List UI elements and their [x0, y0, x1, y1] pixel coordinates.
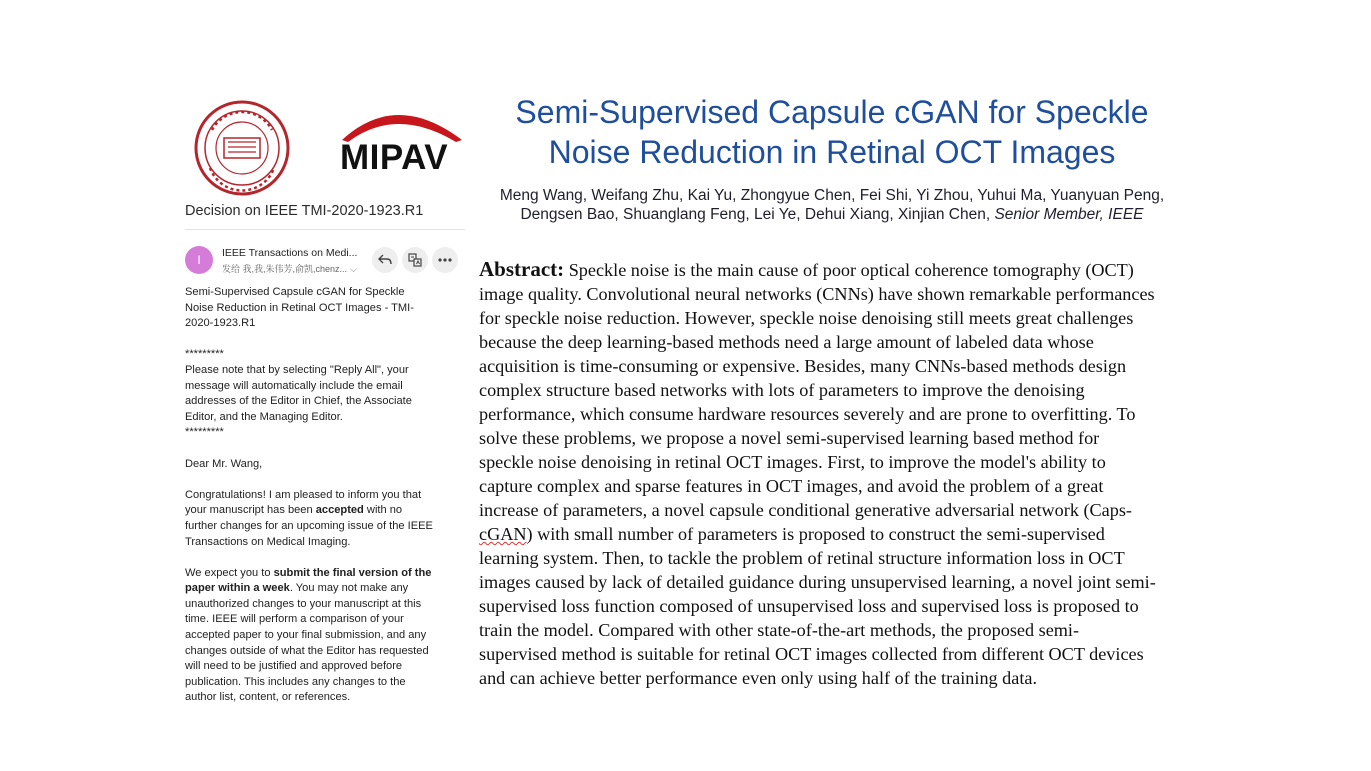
- deadline-emphasis: paper within a week: [185, 582, 290, 595]
- email-body: [185, 285, 465, 706]
- abstract-line: supervised method is suitable for retinal OCT images collected from different OCT devices: [479, 644, 1144, 664]
- greeting: Dear Mr. Wang,: [185, 457, 263, 470]
- recipients-line[interactable]: [222, 262, 357, 275]
- sender-avatar[interactable]: I: [185, 246, 213, 274]
- note-line: Editor, and the Managing Editor.: [185, 410, 343, 423]
- text-span: . You may not make any: [289, 582, 409, 595]
- expect-line: author list, content, or references.: [185, 691, 351, 704]
- email-subject-line: 2020-1923.R1: [185, 317, 256, 330]
- more-options-button[interactable]: [432, 247, 458, 273]
- divider: [185, 229, 465, 230]
- email-subject-header: Decision on IEEE TMI-2020-1923.R1: [185, 203, 424, 219]
- expect-line: accepted paper to your final submission, and any: [185, 629, 427, 642]
- congrats-line: [185, 503, 465, 519]
- email-subject-line: Semi-Supervised Capsule cGAN for Speckle: [185, 286, 405, 298]
- abstract-label: Abstract:: [479, 257, 565, 281]
- congrats-line: Congratulations! I am pleased to inform you that: [185, 488, 422, 501]
- abstract-line: image quality. Convolutional neural networks (CNNs) have shown remarkable performances: [479, 284, 1155, 304]
- abstract-line: speckle noise denoising in retinal OCT images. First, to improve the model's ability to: [479, 452, 1106, 472]
- abstract-line: because the deep learning-based methods need a large amount of labeled data whose: [479, 332, 1094, 352]
- title-line: Noise Reduction in Retinal OCT Images: [548, 134, 1116, 170]
- abstract-line: for speckle noise reduction. However, speckle noise denoising still meets great challenges: [479, 308, 1134, 328]
- abstract-line: and can achieve better performance even only using half of the training data.: [479, 668, 1038, 688]
- abstract-line: [479, 522, 1239, 546]
- expect-line: [185, 581, 465, 597]
- text-span: Speckle noise is the main cause of poor optical coherence tomography (OCT): [564, 260, 1134, 280]
- email-subject-line: Noise Reduction in Retinal OCT Images - TMI-: [185, 301, 414, 314]
- note-line: addresses of the Editor in Chief, the Associate: [185, 395, 412, 408]
- note-line: message will automatically include the email: [185, 379, 403, 392]
- reply-icon: [378, 254, 392, 266]
- text-span: your manuscript has been: [185, 504, 316, 517]
- text-span: with no: [363, 504, 403, 517]
- recipients-text: 发给 我,我,朱伟芳,俞凯,chenz...: [222, 264, 348, 274]
- title-line: Semi-Supervised Capsule cGAN for Speckle: [515, 94, 1149, 130]
- abstract-line: increase of parameters, a novel capsule conditional generative adversarial network (Caps-: [479, 500, 1132, 520]
- abstract-line: supervised loss function composed of unsupervised loss and supervised loss is proposed to: [479, 596, 1139, 616]
- congrats-line: further changes for an upcoming issue of the IEEE: [185, 519, 433, 532]
- authors-line: Meng Wang, Weifang Zhu, Kai Yu, Zhongyue Chen, Fei Shi, Yi Zhou, Yuhui Ma, Yuanyuan Peng,: [499, 187, 1165, 204]
- more-horizontal-icon: [438, 258, 452, 262]
- paper-title: [472, 92, 1192, 172]
- abstract: [479, 257, 1239, 690]
- spellcheck-word: cGAN: [479, 524, 527, 544]
- author-role: Senior Member, IEEE: [994, 206, 1144, 223]
- expect-line: changes outside of what the Editor has requested: [185, 644, 429, 657]
- abstract-line: [479, 257, 1239, 282]
- note-line: Please note that by selecting "Reply All", your: [185, 363, 409, 376]
- expect-line: unauthorized changes to your manuscript at this: [185, 597, 422, 610]
- reply-button[interactable]: [372, 247, 398, 273]
- congrats-line: Transactions on Medical Imaging.: [185, 535, 351, 548]
- abstract-line: acquisition is time-consuming or expensive. Besides, many CNNs-based methods design: [479, 356, 1127, 376]
- abstract-line: complex structure based networks with lots of parameters to improve the denoising: [479, 380, 1085, 400]
- expect-line: will need to be justified and approved before: [185, 660, 403, 673]
- abstract-line: capture complex and sparse features in OCT images, and avoid the problem of a great: [479, 476, 1104, 496]
- expect-line: time. IEEE will perform a comparison of your: [185, 613, 404, 626]
- mipav-logo: [336, 100, 466, 180]
- mipav-logo-text: MIPAV: [340, 138, 449, 177]
- expect-line: [185, 566, 465, 582]
- translate-icon: [408, 253, 422, 267]
- text-span: We expect you to: [185, 566, 274, 579]
- chevron-down-icon[interactable]: ⌵: [350, 264, 357, 274]
- authors-line: [472, 205, 1192, 224]
- expect-line: publication. This includes any changes to the: [185, 675, 406, 688]
- abstract-line: train the model. Compared with other state-of-the-art methods, the proposed semi-: [479, 620, 1080, 640]
- deadline-emphasis: submit the final version of the: [273, 566, 432, 579]
- author-list: [472, 186, 1192, 224]
- translate-button[interactable]: [402, 247, 428, 273]
- abstract-line: learning system. Then, to tackle the problem of retinal structure information loss in OCT: [479, 548, 1125, 568]
- abstract-line: performance, which consume hardware resources severely and are prone to overfitting. To: [479, 404, 1136, 424]
- university-seal-logo: [192, 100, 292, 196]
- separator-stars: *********: [185, 348, 224, 361]
- separator-stars: *********: [185, 426, 224, 439]
- accepted-emphasis: accepted: [315, 504, 364, 517]
- abstract-line: images caused by lack of detailed guidance during unsupervised learning, a novel joint semi-: [479, 572, 1156, 592]
- text-span: ) with small number of parameters is proposed to construct the semi-supervised: [526, 524, 1105, 544]
- sender-name[interactable]: IEEE Transactions on Medi...: [222, 247, 358, 259]
- abstract-line: solve these problems, we propose a novel semi-supervised learning based method for: [479, 428, 1100, 448]
- text-span: Dengsen Bao, Shuanglang Feng, Lei Ye, Dehui Xiang, Xinjian Chen,: [520, 206, 995, 223]
